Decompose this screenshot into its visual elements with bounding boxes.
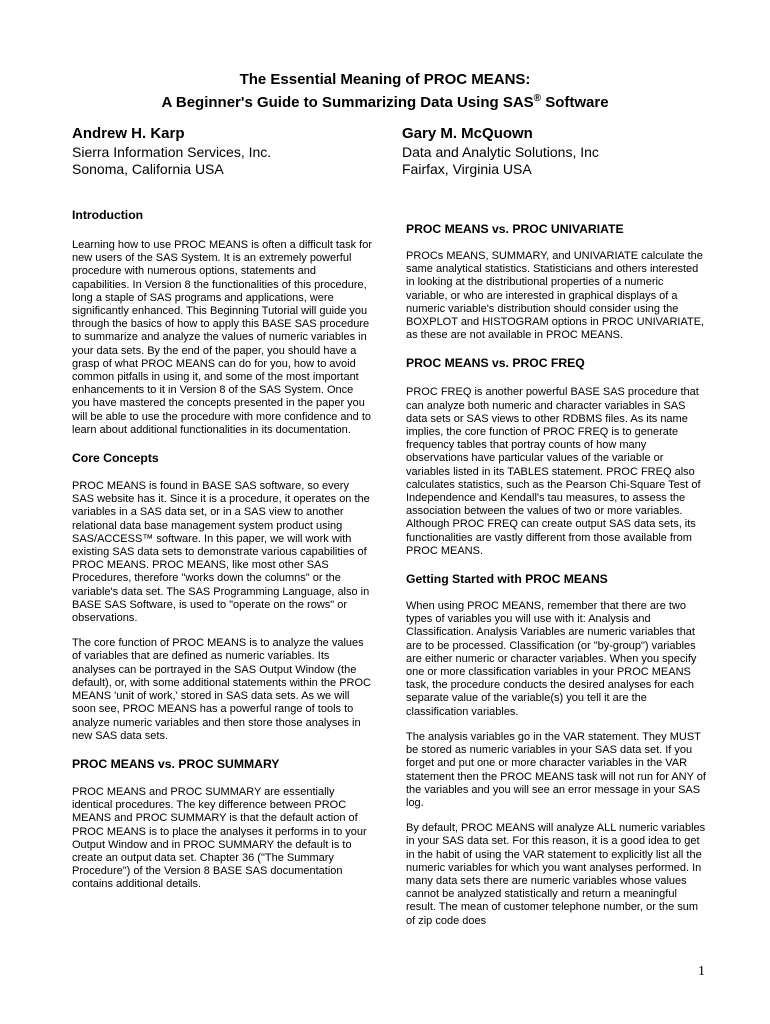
right-column bbox=[406, 222, 706, 928]
author-2-name: Gary M. McQuown bbox=[402, 125, 533, 142]
page-number: 1 bbox=[698, 964, 705, 979]
getting-started-heading: Getting Started with PROC MEANS bbox=[406, 572, 608, 587]
author-1-name: Andrew H. Karp bbox=[72, 125, 185, 142]
means-vs-summary-heading: PROC MEANS vs. PROC SUMMARY bbox=[72, 756, 280, 771]
means-vs-univariate-text: PROCs MEANS, SUMMARY, and UNIVARIATE calculate the same analytical statistics. Statisticians and others interested in looking at the distributional properties of a numeric variable, or who are interested in graphical displays of a numeric variable's distribution should consider using the BOXPLOT and HISTOGRAM options in PROC UNIVARIATE, as these are not available in PROC MEANS. bbox=[406, 250, 705, 342]
registered-mark: ® bbox=[533, 93, 542, 104]
introduction-heading: Introduction bbox=[72, 208, 144, 222]
author-1-affiliation bbox=[72, 144, 271, 178]
paper-title-line1: The Essential Meaning of PROC MEANS: bbox=[239, 71, 531, 88]
means-vs-freq-text: PROC FREQ is another powerful BASE SAS procedure that can analyze both numeric and character variables in SAS data sets or SAS views to other RDBMS files. As its name implies, the core function of PROC FREQ is to generate frequency tables that portray counts of how many observations have particular values of the variable or variables listed in its TABLES statement. PROC FREQ also calculates statistics, such as the Pearson Chi-Square Test of Independence and Kendall's tau measures, to assess the association between the values of two or more variables. Although PROC FREQ can create output SAS data sets, its functionalities are vastly different from those available from PROC MEANS. bbox=[406, 386, 701, 557]
means-vs-summary-text: PROC MEANS and PROC SUMMARY are essentially identical procedures. The key difference between PROC MEANS and PROC SUMMARY is that the default action of PROC MEANS is to place the analyses it performs in to your Output Window and in PROC SUMMARY the default is to create an output data set. Chapter 36 ("The Summary Procedure") of the Version 8 BASE SAS documentation contains additional details. bbox=[72, 785, 367, 891]
getting-started-para1: When using PROC MEANS, remember that there are two types of variables you will use with it: Analysis and Classification. Analysis Variables are numeric variables that are to be processed. Classification (or "by-group") variables are either numeric or character variables. When you specify one or more classification variables in your PROC MEANS task, the procedure conducts the desired analyses for each separate value of the variable(s) you tell it are the classification variables. bbox=[406, 600, 697, 718]
core-concepts-para1: PROC MEANS is found in BASE SAS software, so every SAS website has it. Since it is a procedure, it operates on the variables in a SAS data set, or in a SAS view to another relational data base management system product using SAS/ACCESS™ software. In this paper, we will work with existing SAS data sets to demonstrate various capabilities of PROC MEANS. PROC MEANS, like most other SAS Procedures, therefore "works down the columns" or the variable's data set. The SAS Programming Language, also in BASE SAS Software, is used to "operate on the rows" or observations. bbox=[72, 480, 370, 625]
left-column bbox=[72, 208, 372, 892]
core-concepts-heading: Core Concepts bbox=[72, 451, 159, 466]
author-1-location: Sonoma, California USA bbox=[72, 161, 224, 177]
author-1-org: Sierra Information Services, Inc. bbox=[72, 144, 272, 160]
getting-started-para3: By default, PROC MEANS will analyze ALL numeric variables in your SAS data set. For this reason, it is a good idea to get in the habit of using the VAR statement to explicitly list all the numeric variables for which you want analyses performed. In many data sets there are numeric variables whose values cannot be analyzed statistically and return a meaningful result. The mean of customer telephone number, or the sum of zip code does bbox=[406, 822, 706, 927]
title-line2-suffix: Software bbox=[541, 94, 609, 111]
means-vs-freq-heading: PROC MEANS vs. PROC FREQ bbox=[406, 356, 585, 371]
author-2-affiliation bbox=[402, 144, 599, 178]
core-concepts-para2: The core function of PROC MEANS is to analyze the values of variables that are defined as numeric variables. Its analyses can be portrayed in the SAS Output Window (the default), or, with some additional statements within the PROC MEANS 'unit of work,' stored in SAS data sets. As we will soon see, PROC MEANS has a powerful range of tools to analyze numeric variables and then store those analyses in new SAS data sets. bbox=[72, 637, 371, 742]
author-2-org: Data and Analytic Solutions, Inc bbox=[402, 144, 599, 160]
title-line2-prefix: A Beginner's Guide to Summarizing Data Using SAS bbox=[161, 94, 534, 111]
author-2-location: Fairfax, Virginia USA bbox=[402, 161, 532, 177]
means-vs-univariate-heading: PROC MEANS vs. PROC UNIVARIATE bbox=[406, 222, 624, 236]
getting-started-para2: The analysis variables go in the VAR statement. They MUST be stored as numeric variables in your SAS data set. If you forget and put one or more character variables in the VAR statement then the PROC MEANS task will not run for ANY of the variables and you will see an error message in your SAS log. bbox=[406, 730, 706, 809]
introduction-text: Learning how to use PROC MEANS is often a difficult task for new users of the SAS System. It is an extremely powerful procedure with numerous options, statements and capabilities. In Version 8 the functionalities of this procedure, long a staple of SAS programs and applications, were significantly enhanced. This Beginning Tutorial will guide you through the basics of how to apply this BASE SAS procedure to summarize and analyze the values of numeric variables in your data sets. By the end of the paper, you should have a grasp of what PROC MEANS can do for you, how to avoid common pitfalls in using it, and some of the most important enhancements to it in Version 8 of the SAS System. Once you have mastered the concepts presented in the paper you will be able to use the procedure with more confidence and to learn about additional functionalities in its documentation. bbox=[72, 239, 372, 436]
paper-title-line2 bbox=[0, 89, 770, 112]
